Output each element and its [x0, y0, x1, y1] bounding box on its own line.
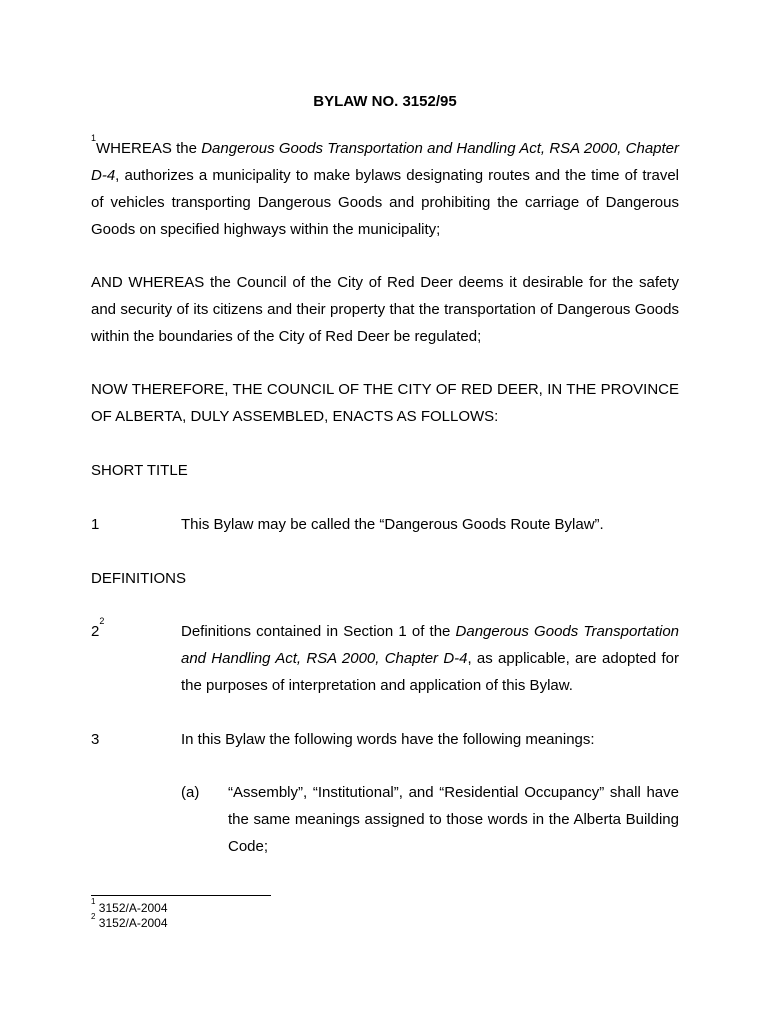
- bylaw-title: BYLAW NO. 3152/95: [313, 93, 457, 110]
- section-3a-label: (a): [181, 784, 200, 801]
- section-1-number: 1: [91, 516, 100, 533]
- section-2-number: $2^2$: [91, 616, 105, 640]
- section-3-text: In this Bylaw the following words have the following meanings:: [181, 731, 595, 748]
- section-2-text: Definitions contained in Section 1 of the Dangerous Goods Transportation and Handling Act, RSA 2000, Chapter D-4, as applicable, are adopted for the purposes of interpretation and application of this Bylaw.: [181, 623, 680, 694]
- footnote-divider: [91, 895, 271, 896]
- section-3a-text: “Assembly”, “Institutional”, and “Residential Occupancy” shall have the same meanings assigned to those words in the Alberta Building Code;: [228, 784, 679, 855]
- recital-whereas-act: $^1$WHEREAS the Dangerous Goods Transportation and Handling Act, RSA 2000, Chapter D-4, authorizes a municipality to make bylaws designating routes and the time of travel of vehicles transporting Dangerous Goods and prohibiting the carriage of Dangerous Goods on specified highways within the municipality;: [91, 133, 680, 238]
- recital-whereas-council: AND WHEREAS the Council of the City of Red Deer deems it desirable for the safety and security of its citizens and their property that the transportation of Dangerous Goods within the boundaries of the City of Red Deer be regulated;: [91, 274, 679, 345]
- section-3-number: 3: [91, 731, 100, 748]
- footnote-2: $^2$ 3152/A-2004: [91, 912, 168, 930]
- footnote-ref-2[interactable]: 2: [99, 616, 105, 626]
- act-name: Dangerous Goods Transportation and Handling Act, RSA 2000, Chapter D-4: [91, 140, 680, 184]
- section-1-text: This Bylaw may be called the “Dangerous Goods Route Bylaw”.: [181, 516, 604, 533]
- heading-short-title: SHORT TITLE: [91, 462, 188, 479]
- footnote-1: $^1$ 3152/A-2004: [91, 897, 168, 915]
- heading-definitions: DEFINITIONS: [91, 570, 187, 587]
- enacting-clause: NOW THEREFORE, THE COUNCIL OF THE CITY OF RED DEER, IN THE PROVINCE OF ALBERTA, DULY ASSEMBLED, ENACTS AS FOLLOWS:: [91, 381, 679, 425]
- footnote-ref-1[interactable]: 1: [91, 133, 97, 143]
- act-name: Dangerous Goods Transportation and Handling Act, RSA 2000, Chapter D-4: [181, 623, 680, 667]
